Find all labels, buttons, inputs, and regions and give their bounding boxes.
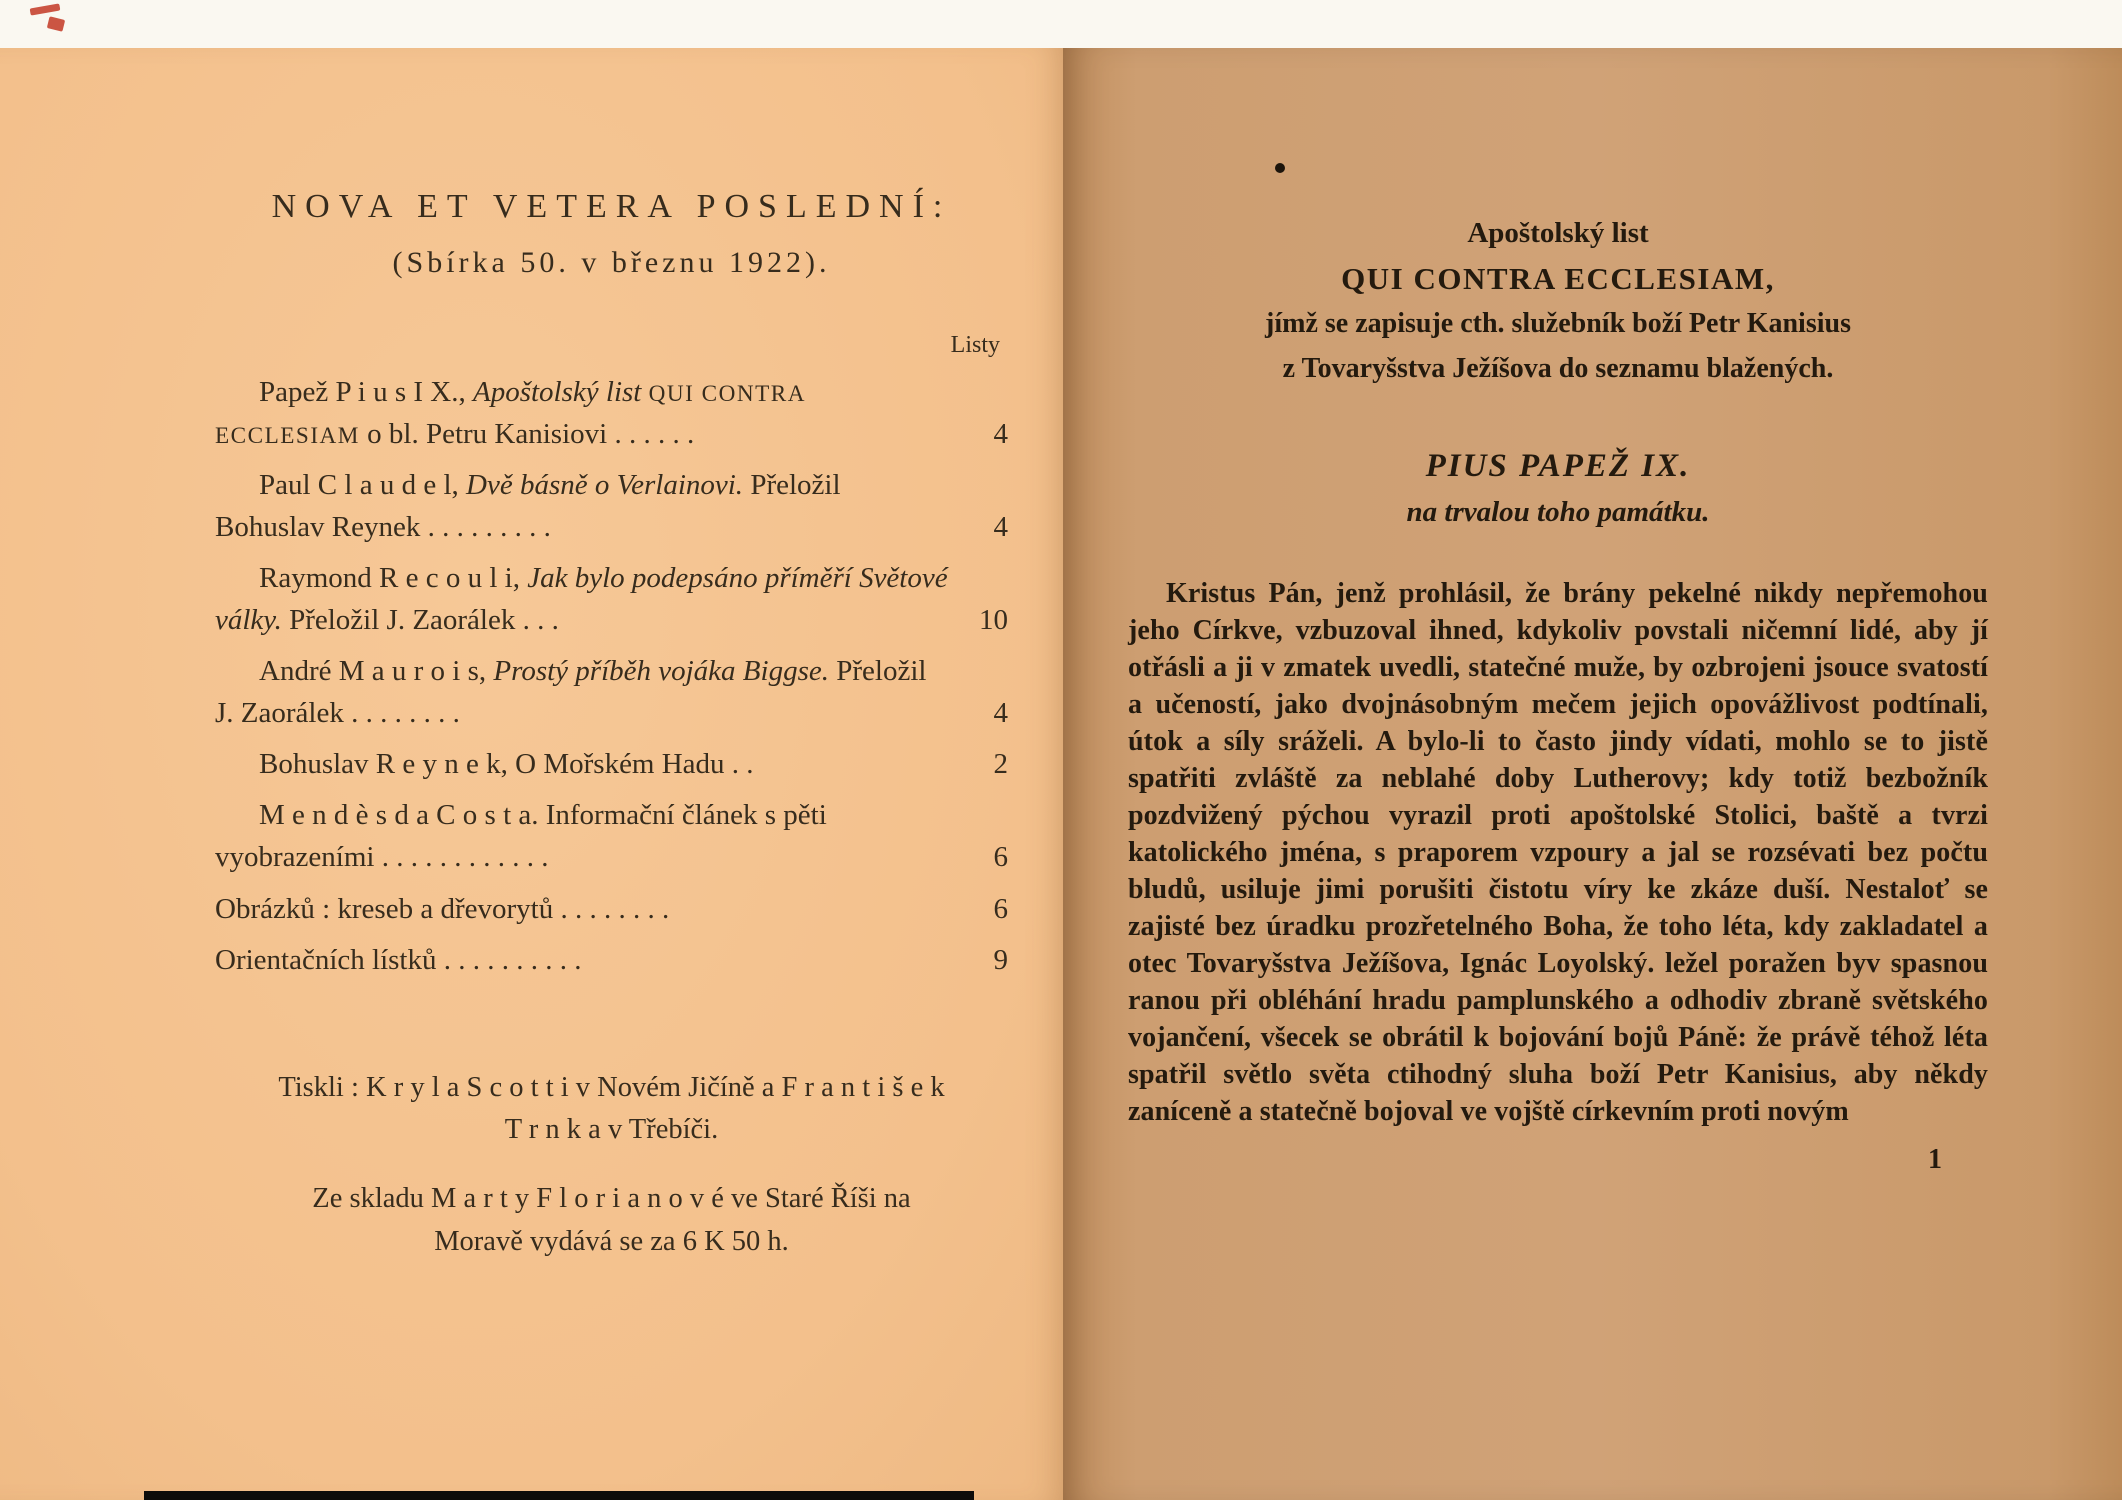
toc-entry: [215, 557, 1008, 641]
imprint-publisher: [215, 1178, 1008, 1264]
heading-line: z Tovaryšstva Ježíšova do seznamu blažených.: [1282, 353, 1834, 384]
toc-entry-text: Papež P i u s I X., Apoštolský list QUI CONTRA ECCLESIAM o bl. Petru Kanisiovi . . . . . .: [215, 376, 805, 451]
left-page: [0, 48, 1063, 1500]
imprint-printer: [215, 1067, 1008, 1153]
imprint-line: Ze skladu M a r t y F l o r i a n o v é ve Staré Říši na: [312, 1183, 911, 1215]
subheading-line: na trvalou toho památku.: [1406, 496, 1710, 528]
page-subtitle: (Sbírka 50. v březnu 1922).: [392, 246, 831, 279]
toc-entry: [215, 464, 1008, 548]
scan-top-margin: [0, 0, 2122, 48]
imprint-line: Moravě vydává se za 6 K 50 h.: [434, 1225, 789, 1257]
toc-entry-page-number: 9: [993, 943, 1008, 976]
left-page-content: [0, 48, 1063, 1264]
ink-dot-mark: [1275, 163, 1285, 173]
imprint-line: T r n k a v Třebíči.: [504, 1114, 719, 1146]
toc-entry-text: Orientačních lístků . . . . . . . . . .: [215, 943, 582, 976]
toc-entry: [215, 888, 1008, 930]
toc-list: [215, 371, 1008, 981]
letter-heading: [1128, 211, 1988, 391]
toc-entry-text: André M a u r o i s, Prostý příběh vojáka Biggse. Přeložil J. Zaorálek . . . . . . . .: [215, 655, 927, 730]
right-page-content: [1063, 211, 2122, 1176]
subheading-line: PIUS PAPEŽ IX.: [1425, 448, 1691, 484]
toc-entry-page-number: 10: [979, 604, 1008, 637]
toc-entry-page-number: 4: [993, 418, 1008, 451]
toc-entry-text: Obrázků : kreseb a dřevorytů . . . . . . . .: [215, 892, 670, 925]
toc-entry-text: Raymond R e c o u l i, Jak bylo podepsáno příměří Světové války. Přeložil J. Zaorálek . . .: [215, 562, 948, 637]
red-pen-mark: [30, 3, 61, 15]
toc-entry-page-number: 4: [993, 697, 1008, 730]
page-title: NOVA ET VETERA POSLEDNÍ:: [271, 188, 952, 225]
heading-line: jímž se zapisuje cth. služebník boží Petr Kanisius: [1265, 308, 1851, 339]
red-pen-mark: [47, 16, 65, 32]
right-page: [1063, 48, 2122, 1500]
toc-entry-text: M e n d è s d a C o s t a. Informační článek s pěti vyobrazeními . . . . . . . . . . . .: [215, 799, 827, 874]
toc-entry: [215, 743, 1008, 785]
heading-line: Apoštolský list: [1467, 217, 1649, 249]
toc-entry-page-number: 4: [993, 511, 1008, 544]
toc-entry: [215, 650, 1008, 734]
toc-entry-page-number: 6: [993, 841, 1008, 874]
column-header-listy: Listy: [950, 332, 1000, 358]
toc-entry-text: Bohuslav R e y n e k, O Mořském Hadu . .: [259, 748, 754, 781]
page-number: 1: [1928, 1144, 1942, 1175]
imprint-line: Tiskli : K r y l a S c o t t i v Novém Jičíně a F r a n t i š e k: [278, 1071, 945, 1103]
toc-entry: [215, 794, 1008, 878]
toc-entry: [215, 371, 1008, 455]
toc-entry-page-number: 6: [993, 892, 1008, 925]
scan-bottom-black-bar: [144, 1491, 974, 1500]
body-paragraph: Kristus Pán, jenž prohlásil, že brány pekelné nikdy nepřemohou jeho Církve, vzbuzoval ihned, kdykoliv povstali ničemní lidé, aby jí otřásli a ji v zmatek uvedli, statečné muže, by ozbrojeni jsouce svatostí a učeností, jako dvojnásobným mečem jejich opovážlivost podtínali, útok a síly sráželi. A bylo-li to často jindy vídati, mohlo se to jistě spatřiti zvláště za neblahé doby Lutherovy; kdy totiž bezbožník pozdvižený pýchou vyrazil proti apoštolské Stolici, baště a tvrzi katolického jména, s praporem vzpoury a jal se rozsévati bez počtu bludů, usiluje jimi porušiti čistotu víry ke zkáze duší. Nestaloť se zajisté bez úradku prozřetelného Boha, že toho léta, kdy zakladatel a otec Tovaryšstva Ježíšova, Ignác Loyolský. ležel poražen byv spasnou ranou při obléhání hradu pamplunského a odhodiv zbraně světského vojančení, všecek se obrátil k bojování bojů Páně: že právě téhož léta spatřil světlo světa ctihodný sluha boží Petr Kanisius, aby někdy zaníceně a statečně bojoval ve vojště církevním proti novým: [1128, 578, 1988, 1127]
toc-entry-text: Paul C l a u d e l, Dvě básně o Verlainovi. Přeložil Bohuslav Reynek . . . . . . . . .: [215, 469, 841, 544]
toc-entry: [215, 939, 1008, 981]
imprint: [215, 1067, 1008, 1264]
heading-line: QUI CONTRA ECCLESIAM,: [1341, 261, 1775, 296]
letter-subheading: [1128, 443, 1988, 535]
book-spread: [0, 48, 2122, 1500]
toc-entry-page-number: 2: [993, 748, 1008, 781]
